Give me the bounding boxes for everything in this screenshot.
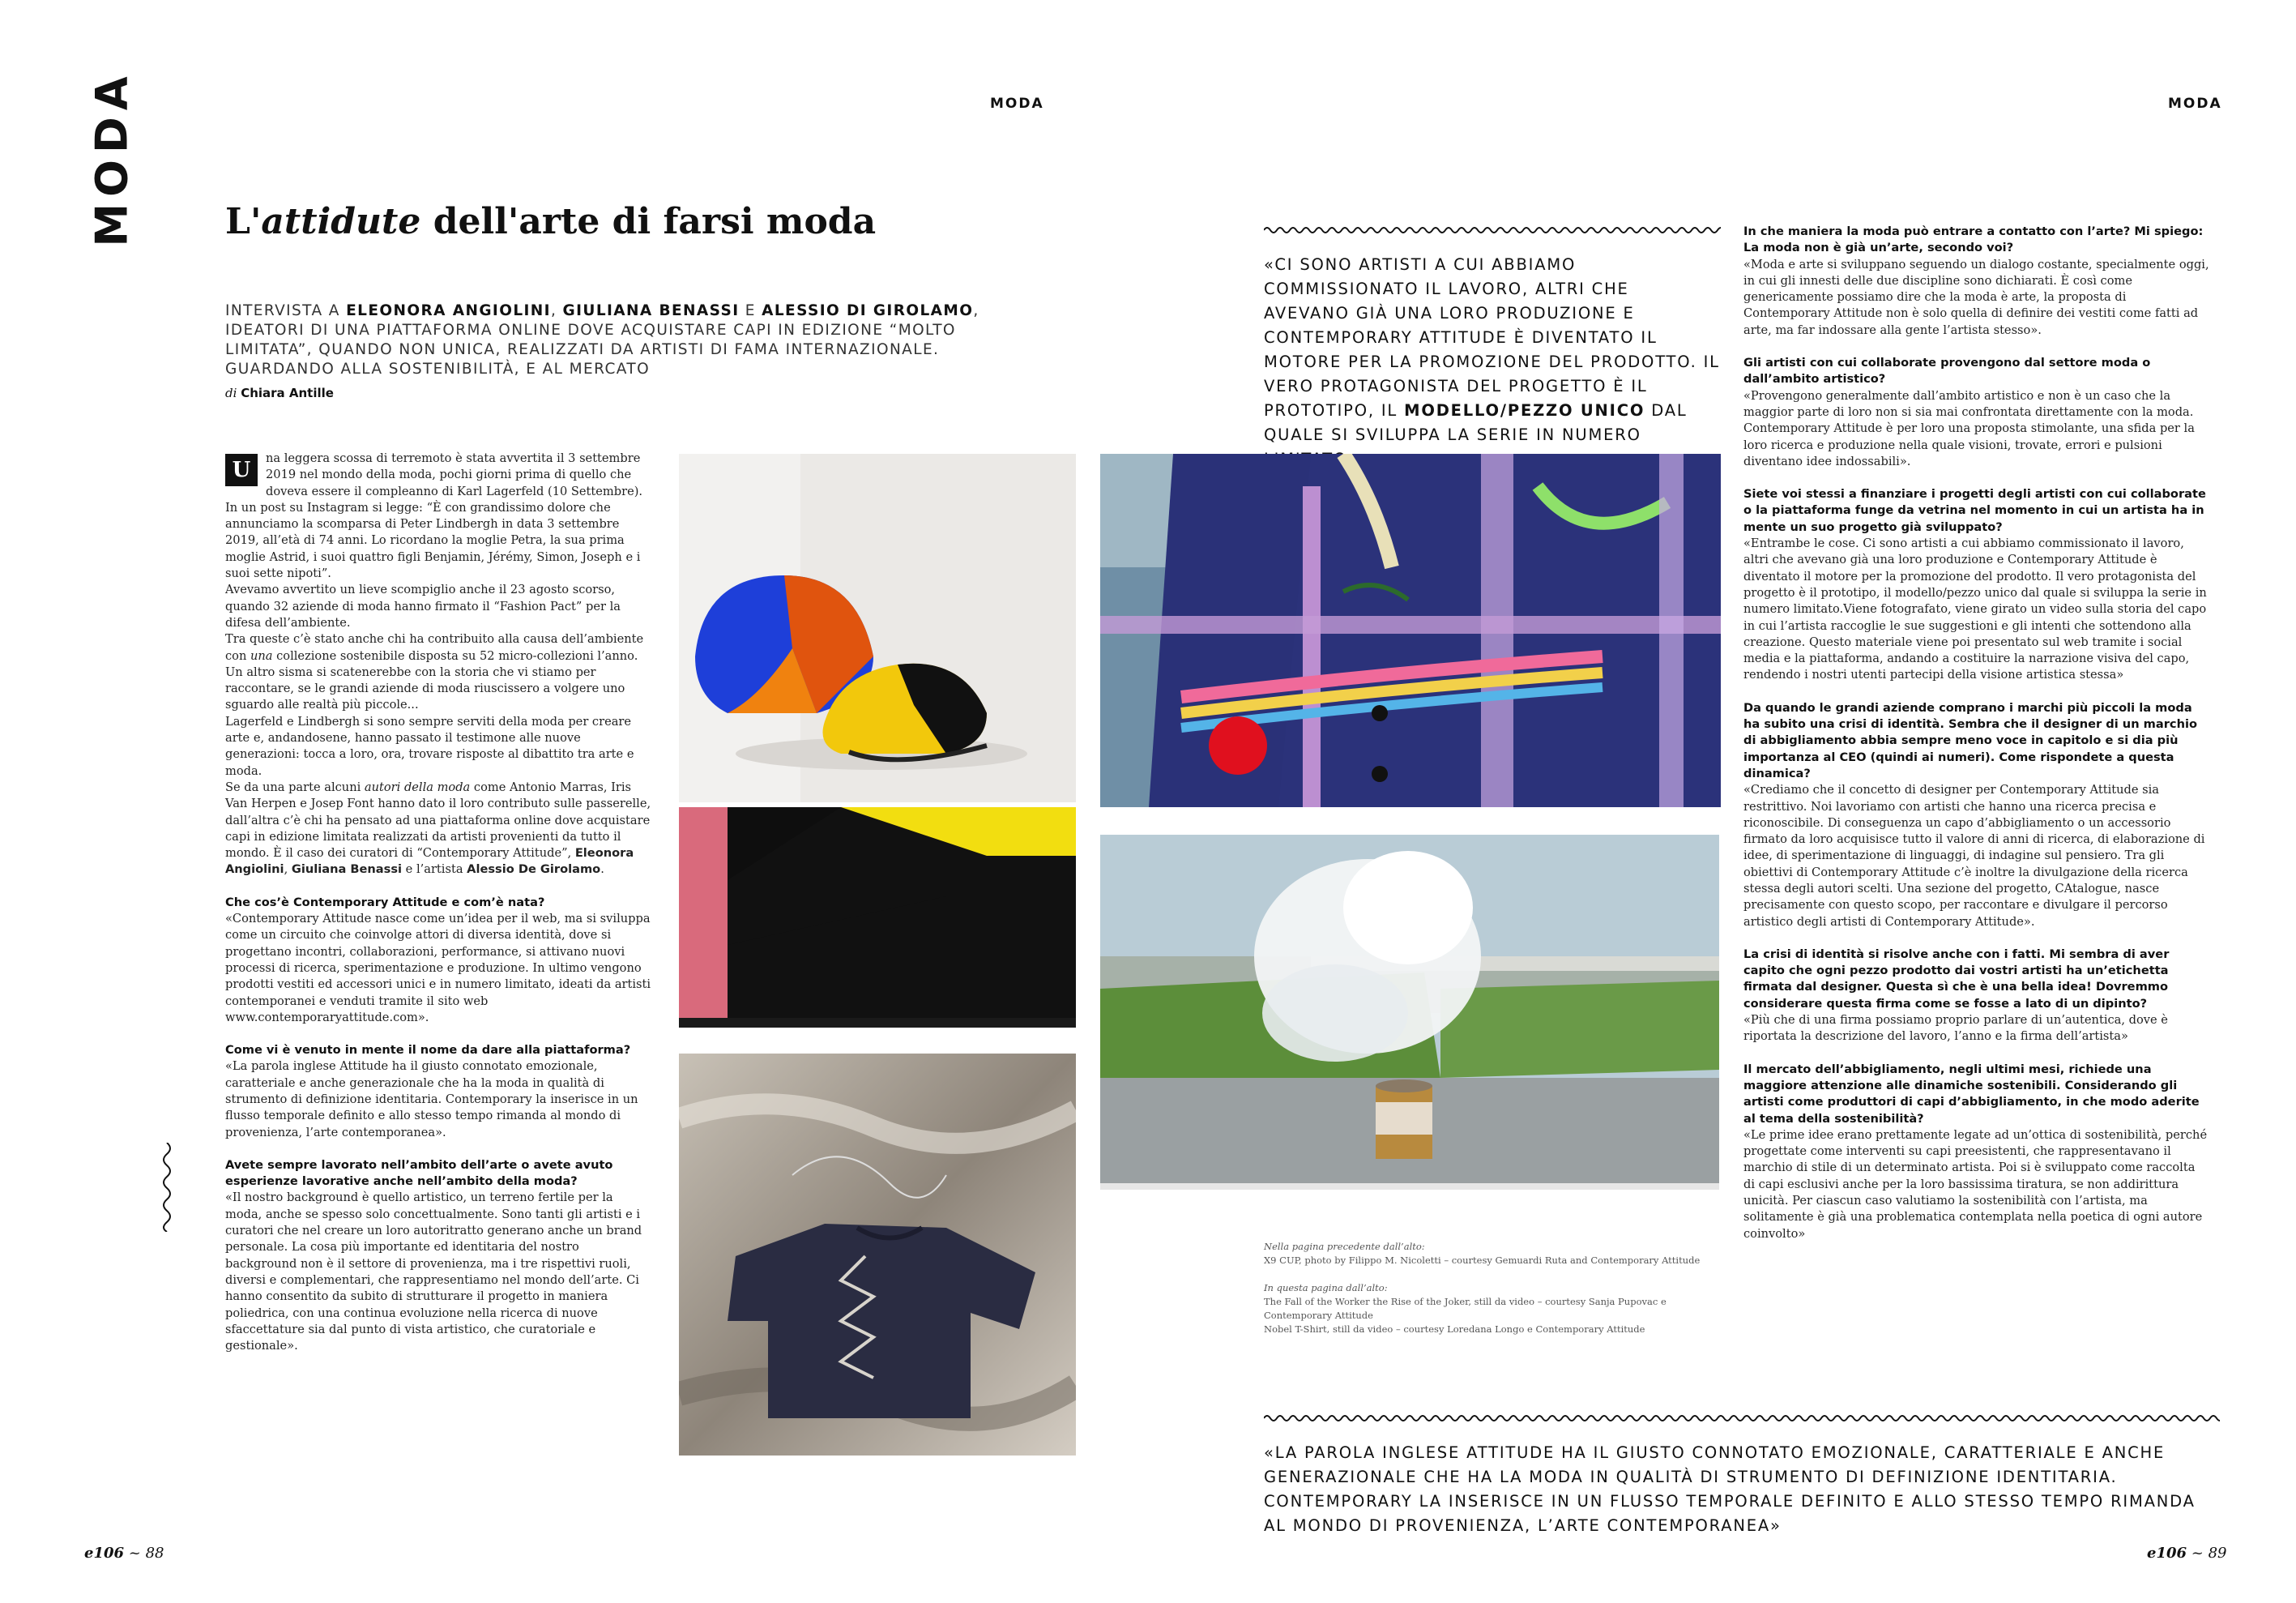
text: Tra queste c’è stato anche chi ha contribuito alla causa dell’ambiente con: [225, 632, 644, 663]
pull-quote-text: DAL QUALE SI SVILUPPA LA SERIE IN NUMERO: [1264, 401, 1688, 444]
wave-divider: [1264, 224, 1721, 235]
caption: X9 CUP, photo by Filippo M. Nicoletti – courtesy Gemuardi Ruta and Contemporary Attitude: [1264, 1255, 1701, 1266]
interview-question: Gli artisti con cui collaborate provengono dal settore moda o dall’ambito artistico?: [1743, 356, 2151, 387]
interview-question: Da quando le grandi aziende comprano i marchi più piccoli la moda ha subito una crisi di identità. Sembra che il designer di un marchio di abbigliamento abbia sempre meno voce in capitolo e si dia più importanza al CEO (quindi ai numeri). Come rispondete a questa dinamica?: [1743, 700, 2197, 780]
paragraph: Un altro sisma si scatenerebbe con la storia che vi stiamo per raccontare, se le grandi aziende di moda riuscissero a volgere uno sguardo alle realtà più piccole...: [225, 665, 625, 712]
article-title: [225, 201, 876, 242]
interview-answer: «Contemporary Attitude nasce come un’idea per il web, ma si sviluppa come un circuito che coinvolge attori di diversa identità, dove si progettano incontri, collaborazioni, performance, si attivano nuovi processi di ricerca, sperimentazione e produzione. In ultimo vengono prodotti vestiti ed accessori unici e in numero limitato, ideati da artisti contemporanei e venduti tramite il sito web www.contemporaryattitude.com».: [225, 912, 651, 1024]
photo-smoke-road: [1100, 835, 1719, 1190]
photo-top-on-fur: [679, 1054, 1076, 1456]
folio-page: 89: [2208, 1545, 2227, 1562]
section-label: [84, 69, 139, 247]
standfirst-text: INTERVISTA A: [225, 302, 347, 319]
title-post: dell'arte di farsi moda: [420, 201, 877, 242]
text: collezione sostenibile disposta su 52 micro-collezioni l’anno.: [272, 648, 638, 663]
interview-answer: «Le prime idee erano prettamente legate ad un’ottica di sostenibilità, perché progettate come interventi su capi preesistenti, che rappresentavano il marchio di stile di un determinato artista. Poi si è sviluppato come raccolta di capi esclusivi anche per la loro bassissima tiratura, se non addirittura unicità. Per ciascun caso valutiamo la sostenibilità con l’artista, ma solitamente è già una problematica contemplata nella poetica di ogni autore coinvolto»: [1743, 1127, 2208, 1241]
text: .: [600, 862, 604, 877]
standfirst: [225, 301, 1039, 379]
paragraph: Avevamo avvertito un lieve scompiglio anche il 23 agosto scorso, quando 32 aziende di moda hanno firmato il “Fashion Pact” per la difesa dell’ambiente.: [225, 583, 621, 630]
standfirst-text: ,: [550, 302, 563, 319]
photo-captions: [1264, 1240, 1718, 1336]
interview-answer: «Il nostro background è quello artistico, un terreno fertile per la moda, anche se spesso solo concettualmente. Sono tanti gli artisti e i curatori che nel creare un loro autoritratto generano anche un brand personale. La cosa più importante ed identitaria del nostro background non è il settore di provenienza, ma i tre rispettivi ruoli, diversi e complementari, che rappresentiamo nel mondo dell’arte. Ci hanno consentito da subito di strutturare il progetto in maniera poliedrica, con una continua evoluzione nella ricerca di nuove sfaccettature sia dal punto di vista artistico, che curatoriale e gestionale».: [225, 1190, 642, 1353]
running-head-right: MODA: [2168, 96, 2222, 112]
folio-separator: ~: [2191, 1545, 2204, 1562]
text-bold: Alessio De Girolamo: [467, 862, 601, 877]
caption: Nobel T-Shirt, still da video – courtesy Loredana Longo e Contemporary Attitude: [1264, 1323, 1645, 1335]
interview-answer: «La parola inglese Attitude ha il giusto connotato emozionale, caratteriale e anche generazionale che ha la moda in qualità di strumento di definizione identitaria. Contemporary la inserisce in un flusso temporale definito e allo stesso tempo rimanda al mondo di provenienza, l’arte contemporanea».: [225, 1059, 638, 1139]
pull-quote-text: «CI SONO ARTISTI A CUI ABBIAMO COMMISSIONATO IL LAVORO, ALTRI CHE AVEVANO GIÀ UNA LORO PRODUZIONE E CONTEMPORARY ATTITUDE È DIVENTATO IL MOTORE PER LA PROMOZIONE DEL PRODOTTO. IL VERO PROTAGONISTA DEL PROGETTO È IL PROTOTIPO, IL: [1264, 255, 1720, 420]
text-bold: Eleonora Angiolini: [225, 846, 634, 877]
text: ,: [284, 862, 292, 877]
byline-author: Chiara Antille: [241, 386, 334, 400]
photo-jacket-ribbons: [1100, 454, 1721, 807]
standfirst-text: , IDEATORI DI UNA PIATTAFORMA ONLINE DOVE ACQUISTARE CAPI IN EDIZIONE “MOLTO LIMITATA”, QUANDO NON UNICA, REALIZZATI DA ARTISTI DI FAMA INTERNAZIONALE. GUARDANDO ALLA SOSTENIBILITÀ, E AL MERCATO: [225, 302, 979, 378]
caption: The Fall of the Worker the Rise of the Joker, still da video – courtesy Sanja Pupovac e Contemporary Attitude: [1264, 1296, 1667, 1321]
interview-answer: «Più che di una firma possiamo proprio parlare di un’autentica, dove è riportata la descrizione del lavoro, l’anno e la firma dell’artista»: [1743, 1013, 2168, 1044]
standfirst-text: E: [739, 302, 762, 319]
folio-magazine: e106: [2147, 1545, 2187, 1562]
text: come Antonio Marras, Iris Van Herpen e Josep Font hanno dato il loro contributo sulle passerelle, dall’altra c’è chi ha pensato ad una piattaforma online dove acquistare capi in edizione limitata realizzati da artisti provenienti da tutto il mondo. È il caso dei curatori di “Contemporary Attitude”,: [225, 780, 651, 861]
interview-answer: «Provengono generalmente dall’ambito artistico e non è un caso che la maggior parte di loro non si sia mai confrontata direttamente con la moda. Contemporary Attitude è per loro una proposta stimolante, una sfida per la loro ricerca e produzione nella quale visioni, trovate, errori e pulsioni diventano idee indossabili».: [1743, 388, 2195, 468]
squiggle-ornament: [159, 1143, 175, 1235]
title-emphasis: attidute: [261, 201, 421, 242]
running-head-left: MODA: [990, 96, 1044, 112]
paragraph: In un post su Instagram si legge: “È con grandissimo dolore che annunciamo la scomparsa di Peter Lindbergh in data 3 settembre 2019, all’età di 74 anni. Lo ricordano la moglie Petra, la sua prima moglie Astrid, i suoi quattro figli Benjamin, Jérémy, Simon, Joseph e i suoi sette nipoti”.: [225, 500, 641, 581]
byline: [225, 386, 334, 400]
photo-color-blocks: [679, 807, 1076, 1028]
interview-question: Che cos’è Contemporary Attitude e com’è nata?: [225, 895, 545, 909]
caption-heading: In questa pagina dall’alto:: [1264, 1282, 1388, 1293]
interview-question: Come vi è venuto in mente il nome da dare alla piattaforma?: [225, 1043, 631, 1058]
paragraph: Lagerfeld e Lindbergh si sono sempre serviti della moda per creare arte e, andandosene, hanno passato il testimone alle nuove generazioni: tocca a loro, ora, trovare risposte al dibattito tra arte e moda.: [225, 714, 634, 778]
article-column-4: [1743, 224, 2210, 1242]
text: e l’artista: [402, 862, 467, 877]
byline-prefix: di: [225, 386, 237, 400]
folio-page: 88: [145, 1545, 164, 1562]
pull-quote-2: «LA PAROLA INGLESE ATTITUDE HA IL GIUSTO CONNOTATO EMOZIONALE, CARATTERIALE E ANCHE GENERAZIONALE CHE HA LA MODA IN QUALITÀ DI STRUMENTO DI DEFINIZIONE IDENTITARIA. CONTEMPORARY LA INSERISCE IN UN FLUSSO TEMPORALE DEFINITO E ALLO STESSO TEMPO RIMANDA AL MONDO DI PROVENIENZA, L’ARTE CONTEMPORANEA»: [1264, 1443, 2196, 1535]
interview-question: Il mercato dell’abbigliamento, negli ultimi mesi, richiede una maggiore attenzione alle dinamiche sostenibili. Considerando gli artisti come produttori di capi d’abbigliamento, in che modo aderite al tema della sostenibilità?: [1743, 1062, 2200, 1126]
wave-divider: [1264, 1412, 2220, 1423]
standfirst-name: ELEONORA ANGIOLINI: [346, 302, 551, 319]
title-pre: L': [225, 201, 262, 242]
folio-magazine: e106: [84, 1545, 125, 1562]
caption-heading: Nella pagina precedente dall’alto:: [1264, 1241, 1425, 1252]
folio-right: [2147, 1545, 2227, 1562]
standfirst-name: GIULIANA BENASSI: [562, 302, 740, 319]
standfirst-name: ALESSIO DI GIROLAMO: [762, 302, 974, 319]
section-label-text: MODA: [86, 69, 138, 247]
text-italic: una: [250, 648, 273, 663]
interview-answer: «Crediamo che il concetto di designer per Contemporary Attitude sia restrittivo. Noi lavoriamo con artisti che hanno una ricerca precisa e riconoscibile. Di conseguenza un capo d’abbigliamento o un accessorio firmato da loro acquisisce tutto il valore di anni di ricerca, di elaborazione di idee, di sperimentazione di linguaggi, di indagine sul pensiero. Tra gli obiettivi di Contemporary Attitude c’è inoltre la divulgazione della ricerca stessa degli autori scelti. Una sezione del progetto, CAtalogue, nasce precisamente con questo scopo, per raccontare e divulgare il percorso artistico degli artisti di Contemporary Attitude».: [1743, 783, 2205, 929]
paragraph: [225, 631, 653, 665]
article-column-1: [225, 451, 653, 1354]
folio-left: [84, 1545, 164, 1562]
pull-quote-emphasis: MODELLO/PEZZO UNICO: [1404, 401, 1645, 420]
photo-caps: [679, 454, 1076, 802]
text: Se da una parte alcuni: [225, 780, 365, 794]
folio-separator: ~: [128, 1545, 141, 1562]
text-italic: autori della moda: [364, 780, 471, 794]
drop-cap: U: [225, 454, 258, 486]
paragraph: na leggera scossa di terremoto è stata avvertita il 3 settembre 2019 nel mondo della moda, pochi giorni prima di quello che doveva essere il compleanno di Karl Lagerfeld (10 Settembre).: [266, 451, 643, 498]
interview-answer: «Moda e arte si sviluppano seguendo un dialogo costante, specialmente oggi, in cui gli innesti delle due discipline sono dichiarati. È così come genericamente possiamo dire che la moda è arte, la proposta di Contemporary Attitude non è solo quella di definire dei vestiti come fatti ad arte, ma far indossare alla gente l’artista stesso».: [1743, 257, 2209, 337]
paragraph: [225, 780, 653, 878]
pull-quote-1: [1264, 253, 1721, 472]
interview-question: Avete sempre lavorato nell’ambito dell’arte o avete avuto esperienze lavorative anche nell’ambito della moda?: [225, 1157, 613, 1189]
interview-question: In che maniera la moda può entrare a contatto con l’arte? Mi spiego: La moda non è già un’arte, secondo voi?: [1743, 224, 2204, 255]
interview-answer: «Entrambe le cose. Ci sono artisti a cui abbiamo commissionato il lavoro, altri che avevano già una loro produzione e Contemporary Attitude è diventato il motore per la promozione del prodotto. Il vero protagonista del progetto è il prototipo, il modello/pezzo unico dal quale si sviluppa la serie in numero limitato.Viene fotografato, viene girato un video sulla storia del capo in cui l’artista raccoglie le sue suggestioni e gli intenti che sottendono alla creazione. Questo materiale viene poi presentato sul web tramite i social media e la piattaforma, andando a costituire la narrazione visiva del capo, rendendo i nostri utenti partecipi della visione artistica stessa»: [1743, 536, 2207, 682]
interview-question: Siete voi stessi a finanziare i progetti degli artisti con cui collaborate o la piattaforma funge da vetrina nel momento in cui un artista ha in mente un suo progetto già sviluppato?: [1743, 487, 2206, 534]
text-bold: Giuliana Benassi: [291, 862, 403, 877]
interview-question: La crisi di identità si risolve anche con i fatti. Mi sembra di aver capito che ogni pezzo prodotto dai vostri artisti ha un’etichetta firmata dal designer. Questa sì che è una bella idea! Dovremmo considerare questa firma come se fosse a lato di un dipinto?: [1743, 947, 2170, 1011]
